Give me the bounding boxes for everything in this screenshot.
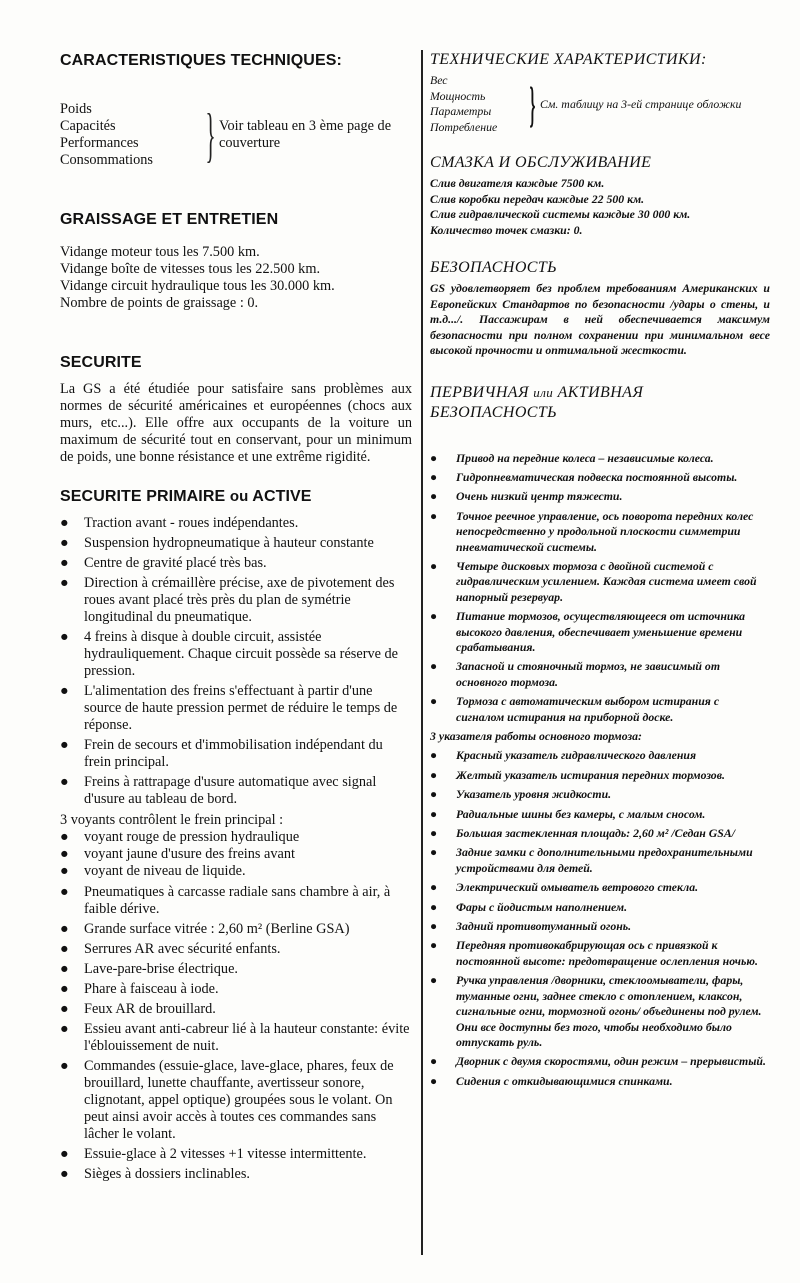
active-safety-heading: SECURITE PRIMAIRE ou ACTIVE	[60, 488, 312, 505]
list-item: ● Sièges à dossiers inclinables.	[60, 1166, 250, 1182]
voyants-intro: 3 voyants contrôlent le frein principal :	[60, 812, 284, 828]
list-item: ● Тормоза с автоматическим выбором истирания с сигналом истирания на приборной доске.	[430, 694, 720, 724]
smazka-heading: СМАЗКА И ОБСЛУЖИВАНИЕ	[430, 154, 652, 172]
active-safety-list	[60, 515, 412, 808]
list-item: ● Suspension hydropneumatique à hauteur constante	[60, 535, 374, 551]
list-item: ● Centre de gravité placé très bas.	[60, 555, 267, 571]
bezop-paragraph: GS удовлетворяет без проблем требованиям Американских и Европейских Стандартов по безопасности /удары о стены, и т.д.../. Пассажирам в ней обеспечивается максимум безопасности при полном сохранении при минимальном весе высокой прочности и оптимальной жесткости.	[430, 281, 770, 358]
smazka-line: Слив коробки передач каждые 22 500 км.	[430, 191, 645, 206]
russian-column	[430, 52, 770, 1093]
list-item: ● L'alimentation des freins s'effectuant à partir d'une source de haute pression permet de réduire le temps de réponse.	[60, 683, 398, 733]
brace-icon: }	[529, 76, 536, 133]
spec-item: Параметры	[430, 104, 492, 119]
spec-value: См. таблицу на 3-ей странице обложки	[540, 96, 742, 111]
list-item: ● Commandes (essuie-glace, lave-glace, phares, feux de brouillard, lunette chauffante, avertisseur sonore, clignotant, appel optique) groupées sous le volant. On peut ainsi avoir accès à toutes ces commandes sans lâcher le volant.	[60, 1058, 394, 1142]
list-item: ● Freins à rattrapage d'usure automatique avec signal d'usure au tableau de bord.	[60, 774, 377, 807]
list-item: ● Четыре дисковых тормоза с двойной системой с гидравлическим усилением. Каждая система имеет свой напорный резервуар.	[430, 558, 757, 604]
graissage-line: Vidange boîte de vitesses tous les 22.500 km.	[60, 261, 321, 277]
list-item: ● Красный указатель гидравлического давления	[430, 748, 697, 763]
active-safety-list-ru	[430, 451, 770, 726]
spec-value: Voir tableau en 3 ème page de couverture	[219, 118, 392, 151]
spec-item: Потребление	[430, 119, 498, 134]
active-safety-heading-ru: ПЕРВИЧНАЯ или АКТИВНАЯ БЕЗОПАСНОСТЬ	[430, 383, 644, 421]
list-item: ● Traction avant - roues indépendantes.	[60, 515, 299, 531]
list-item: ● Указатель уровня жидкости.	[430, 787, 612, 802]
smazka-line: Количество точек смазки: 0.	[430, 222, 583, 237]
graissage-heading: GRAISSAGE ET ENTRETIEN	[60, 211, 279, 228]
securite-heading: SECURITE	[60, 354, 142, 371]
list-item: ● Сидения с откидывающимися спинками.	[430, 1073, 673, 1088]
tech-specs-heading-ru: ТЕХНИЧЕСКИЕ ХАРАКТЕРИСТИКИ:	[430, 51, 707, 68]
spec-item: Poids	[60, 101, 92, 117]
equipment-list-ru	[430, 748, 770, 1089]
list-item: ● Дворник с двумя скоростями, один режим – прерывистый.	[430, 1054, 766, 1069]
list-item: ● Ручка управления /дворники, стеклоомыватели, фары, туманные огни, заднее стекло с отоплением, клаксон, сигнальные огни, тормозной огонь/ объединены под рулем. Они все доступны без того, чтобы необходимо было отпускать руль.	[430, 973, 762, 1049]
graissage-line: Vidange moteur tous les 7.500 km.	[60, 244, 260, 260]
spec-item: Мощность	[430, 88, 486, 103]
french-column	[60, 52, 412, 1186]
equipment-list	[60, 884, 412, 1183]
list-item: ● Фары с йодистым наполнением.	[430, 899, 628, 914]
tech-specs-list	[60, 101, 197, 169]
list-item: ● voyant de niveau de liquide.	[60, 863, 246, 879]
list-item: ● Питание тормозов, осуществляющееся от источника высокого давления, обеспечивает уменьшение времени срабатывания.	[430, 609, 746, 654]
tech-specs-heading: CARACTERISTIQUES TECHNIQUES:	[60, 52, 342, 69]
list-item: ● Гидропневматическая подвеска постоянной высоты.	[430, 469, 738, 484]
spec-item: Performances	[60, 135, 139, 151]
list-item: ● voyant jaune d'usure des freins avant	[60, 846, 296, 862]
voyants-list	[60, 829, 412, 880]
list-item: ● Электрический омыватель ветрового стекла.	[430, 880, 699, 895]
list-item: ● Передняя противокабрирующая ось с привязкой к постоянной высоте: предотвращение ослепления ночью.	[430, 938, 758, 968]
spec-item: Consommations	[60, 152, 153, 168]
list-item: ● Frein de secours et d'immobilisation indépendant du frein principal.	[60, 737, 383, 770]
tech-specs-block-ru	[430, 73, 770, 135]
list-item: ● Feux AR de brouillard.	[60, 1001, 216, 1017]
list-item: ● Grande surface vitrée : 2,60 m² (Berline GSA)	[60, 921, 350, 937]
list-item: ● Желтый указатель истирания передних тормозов.	[430, 767, 725, 782]
securite-paragraph: La GS a été étudiée pour satisfaire sans problèmes aux normes de sécurité américaines et européennes (chocs aux murs, etc...). Elle offre aux occupants de la voiture un maximum de sécurité tout en conservant, pour un minimum de poids, une bonne résistance et une extrême rigidité.	[60, 381, 412, 465]
list-item: ● Essieu avant anti-cabreur lié à la hauteur constante: évite l'éblouissement de nuit.	[60, 1021, 410, 1054]
list-item: ● Задний противотуманный огонь.	[430, 919, 632, 934]
graissage-line: Vidange circuit hydraulique tous les 30.000 km.	[60, 278, 335, 294]
list-item: ● Точное реечное управление, ось поворота передних колес непосредственно у продольной плоскости симметрии пневматической системы.	[430, 508, 754, 554]
list-item: ● Задние замки с дополнительными предохранительными устройствами для детей.	[430, 845, 753, 875]
list-item: ● Phare à faisceau à iode.	[60, 981, 219, 997]
ukaz-intro: 3 указателя работы основного тормоза:	[430, 729, 642, 743]
spec-item: Capacités	[60, 118, 116, 134]
list-item: ● Essuie-glace à 2 vitesses +1 vitesse intermittente.	[60, 1146, 367, 1162]
graissage-block	[60, 244, 412, 312]
list-item: ● Большая застекленная площадь: 2,60 м² /Седан GSA/	[430, 826, 735, 841]
list-item: ● Очень низкий центр тяжести.	[430, 489, 623, 504]
list-item: ● Привод на передние колеса – независимые колеса.	[430, 450, 714, 465]
tech-specs-list-ru	[430, 73, 522, 135]
list-item: ● 4 freins à disque à double circuit, assistée hydrauliquement. Chaque circuit possède sa réserve de pression.	[60, 629, 399, 679]
list-item: ● Direction à crémaillère précise, axe de pivotement des roues avant placé très près du plan de symétrie longitudinal du pneumatique.	[60, 575, 395, 625]
list-item: ● voyant rouge de pression hydraulique	[60, 829, 300, 845]
tech-specs-block	[60, 101, 412, 169]
bezop-heading: БЕЗОПАСНОСТЬ	[430, 259, 557, 277]
brace-icon: }	[205, 102, 216, 168]
list-item: ● Serrures AR avec sécurité enfants.	[60, 941, 281, 957]
spec-item: Вес	[430, 73, 448, 88]
column-divider	[421, 50, 423, 1255]
list-item: ● Радиальные шины без камеры, с малым сносом.	[430, 806, 706, 821]
graissage-line: Nombre de points de graissage : 0.	[60, 295, 259, 311]
list-item: ● Lave-pare-brise électrique.	[60, 961, 238, 977]
smazka-block	[430, 176, 770, 238]
smazka-line: Слив гидравлической системы каждые 30 000 км.	[430, 207, 691, 222]
list-item: ● Pneumatiques à carcasse radiale sans chambre à air, à faible dérive.	[60, 884, 391, 917]
smazka-line: Слив двигателя каждые 7500 км.	[430, 176, 605, 191]
list-item: ● Запасной и стояночный тормоз, не зависимый от основного тормоза.	[430, 659, 720, 689]
